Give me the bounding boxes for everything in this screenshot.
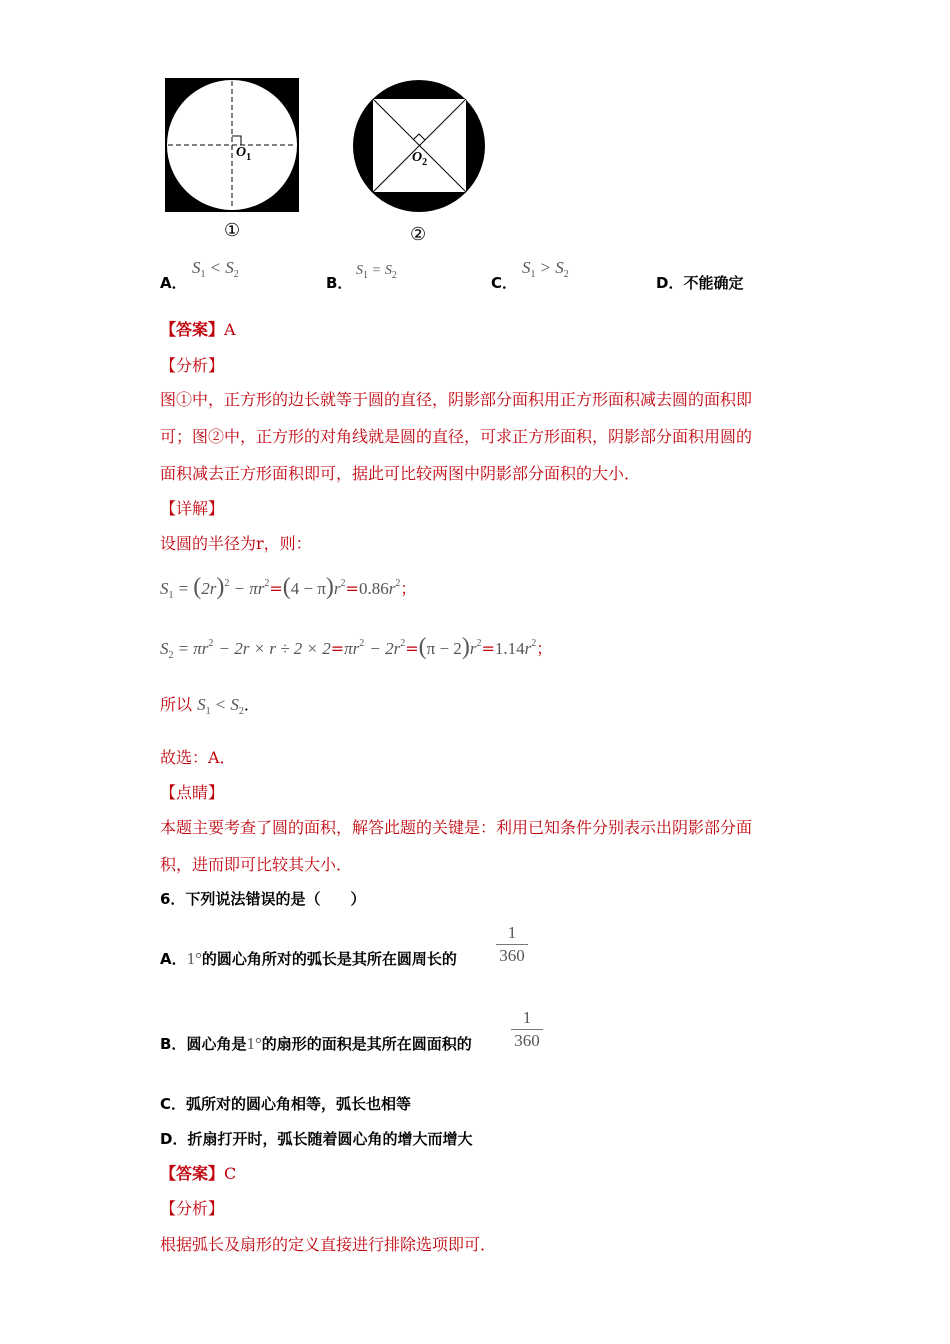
q5-detail-intro: 设圆的半径为r，则： bbox=[160, 534, 312, 553]
q5-option-a-math: $S_1 < S_2$ bbox=[192, 258, 239, 280]
q5-analysis-heading: 【分析】 bbox=[160, 356, 225, 375]
q6-stem: 6．下列说法错误的是（ ） bbox=[160, 890, 366, 908]
q6-option-d: D．折扇打开时，弧长随着圆心角的增大而增大 bbox=[160, 1130, 473, 1148]
q5-equation-2: $S_2 = \pi r^2 - 2r \times r \div 2 \times 2=\pi r^2 - 2r^2=(\pi - 2)r^2=1.14r^2$； bbox=[160, 634, 553, 661]
q6-option-a-fraction: 1 360 bbox=[496, 922, 528, 967]
figure-2-caption: ② bbox=[410, 224, 427, 245]
figure-1-circle-in-square bbox=[165, 78, 300, 213]
q6-analysis-heading: 【分析】 bbox=[160, 1199, 225, 1218]
figure-1-caption: ① bbox=[224, 220, 241, 241]
q6-analysis-line-1: 根据弧长及扇形的定义直接进行排除选项即可． bbox=[160, 1235, 497, 1254]
q5-comment-line-2: 积，进而即可比较其大小． bbox=[160, 855, 353, 874]
q6-answer: 【答案】C bbox=[160, 1164, 237, 1183]
q5-option-b-math: $S_1 = S_2$ bbox=[356, 263, 397, 281]
q5-option-c-label: C． bbox=[491, 274, 518, 292]
q5-detail-heading: 【详解】 bbox=[160, 499, 225, 518]
q5-choice: 故选：A． bbox=[160, 748, 236, 767]
q5-equation-1: $S_1 = (2r)^2 - \pi r^2=(4 - \pi)r^2=0.86r^2$； bbox=[160, 574, 417, 601]
q6-option-b-fraction: 1 360 bbox=[511, 1007, 543, 1052]
q6-option-a: A．1°的圆心角所对的弧长是其所在圆周长的 bbox=[160, 949, 457, 968]
q5-option-b-label: B． bbox=[326, 274, 353, 292]
figure-2-square-in-circle bbox=[352, 78, 487, 214]
q6-option-c: C．弧所对的圆心角相等，弧长也相等 bbox=[160, 1095, 412, 1113]
q5-option-c-math: $S_1 > S_2$ bbox=[522, 258, 569, 280]
q5-option-a-label: A． bbox=[160, 274, 187, 292]
q5-comment-heading: 【点睛】 bbox=[160, 783, 225, 802]
q5-comment-line-1: 本题主要考查了圆的面积，解答此题的关键是：利用已知条件分别表示出阴影部分面 bbox=[160, 818, 753, 837]
q5-option-d: D．不能确定 bbox=[656, 274, 744, 292]
figure-2-center-label: $O_2$ bbox=[412, 150, 428, 168]
q5-conclusion: 所以 $S_1 < S_2$． bbox=[160, 695, 260, 717]
q5-analysis-line-1: 图①中，正方形的边长就等于圆的直径，阴影部分面积用正方形面积减去圆的面积即 bbox=[160, 390, 753, 409]
q6-option-b: B．圆心角是1°的扇形的面积是其所在圆面积的 bbox=[160, 1034, 472, 1053]
q5-analysis-line-3: 面积减去正方形面积即可，据此可比较两图中阴影部分面积的大小． bbox=[160, 464, 641, 483]
q5-answer: 【答案】A bbox=[160, 320, 236, 339]
figure-1-center-label: $O_1$ bbox=[236, 145, 252, 163]
q5-analysis-line-2: 可；图②中，正方形的对角线就是圆的直径，可求正方形面积，阴影部分面积用圆的 bbox=[160, 427, 753, 446]
